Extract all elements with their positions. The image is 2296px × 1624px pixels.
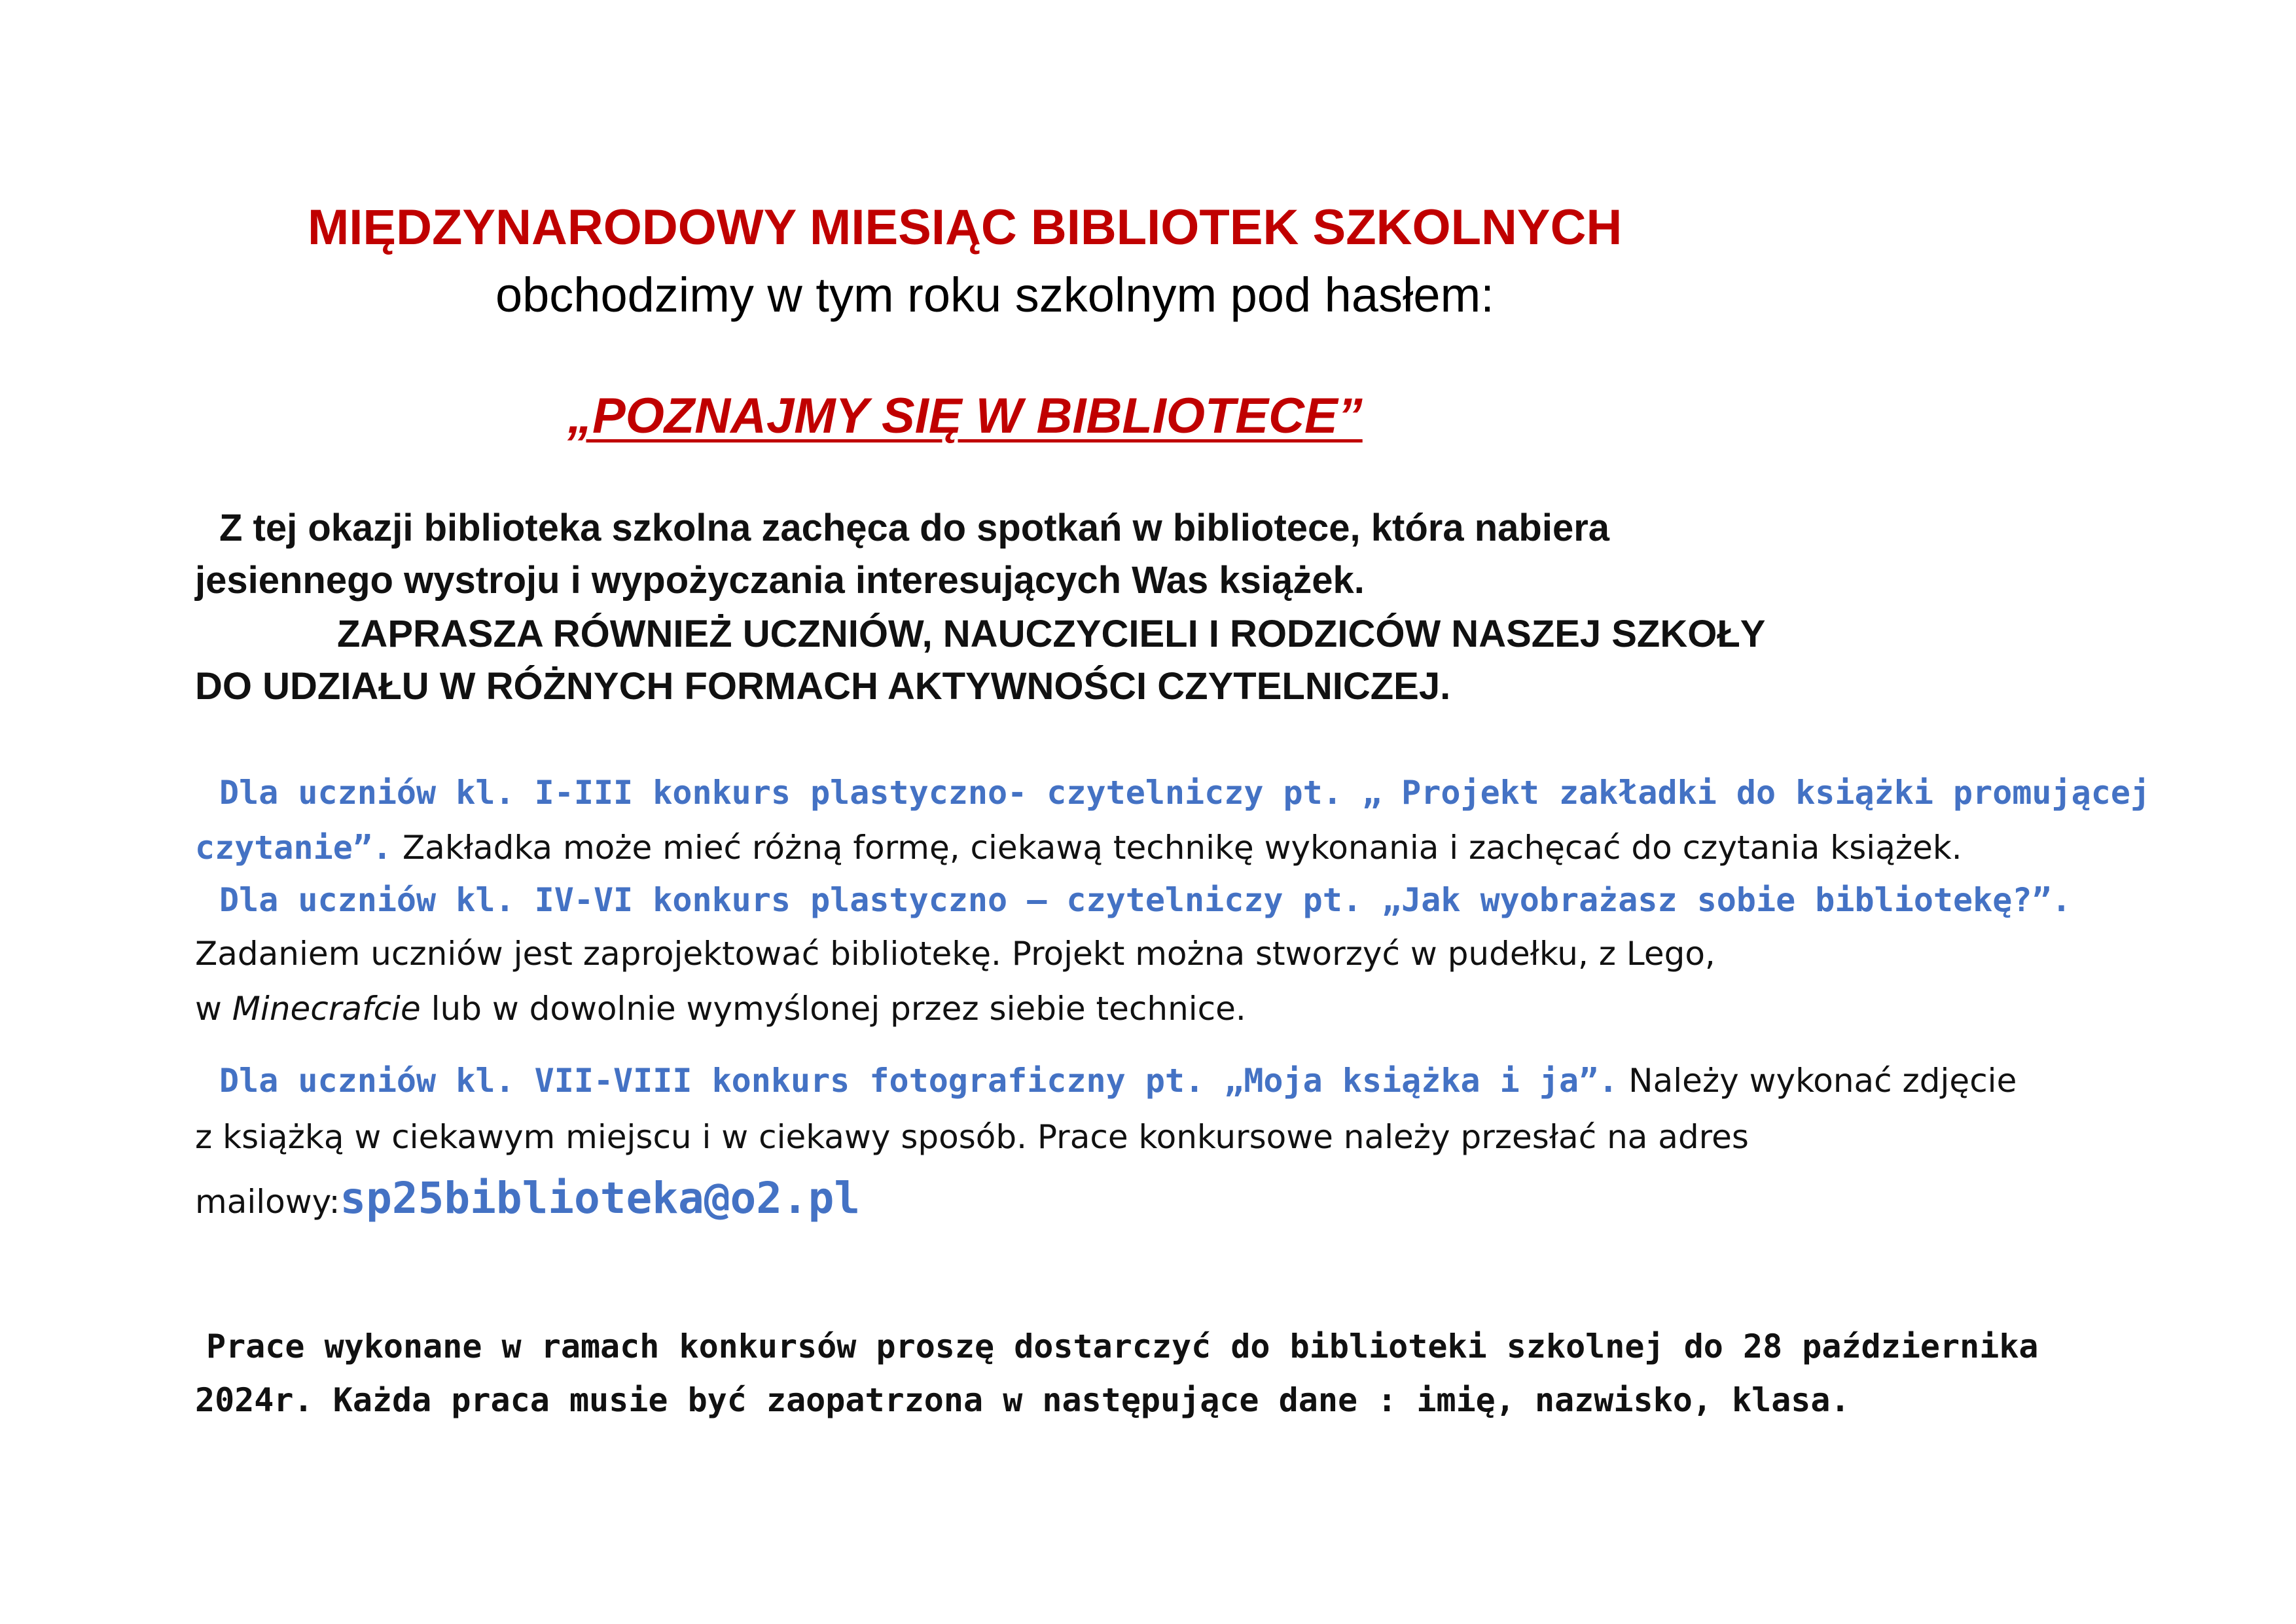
page-title: MIĘDZYNARODOWY MIESIĄC BIBLIOTEK SZKOLNYCH (308, 200, 1623, 255)
contest-1-title-end: czytanie”. (195, 829, 393, 867)
intro-line-4: DO UDZIAŁU W RÓŻNYCH FORMACH AKTYWNOŚCI CZYTELNICZEJ. (195, 665, 1451, 708)
mail-label: mailowy: (195, 1183, 340, 1221)
contest-3-mail-line (195, 1173, 860, 1223)
contest-2-line-2: Zadaniem uczniów jest zaprojektować bibliotekę. Projekt można stworzyć w pudełku, z Lego, (195, 935, 1715, 973)
contest-3-description: Należy wykonać zdjęcie (1618, 1062, 2017, 1100)
contest-2-line-3-end: lub w dowolnie wymyślonej przez siebie technice. (420, 990, 1246, 1028)
contest-1-line-2 (195, 829, 1962, 867)
contest-3-line-2: z książką w ciekawym miejscu i w ciekawy sposób. Prace konkursowe należy przesłać na adres (195, 1118, 1749, 1156)
closing-line-2: 2024r. Każda praca musie być zaopatrzona w następujące dane : imię, nazwisko, klasa. (195, 1381, 1850, 1419)
slogan: „POZNAJMY SIĘ W BIBLIOTECE” (567, 388, 1363, 444)
contest-2-line-3-start: w (195, 990, 232, 1028)
intro-line-2: jesiennego wystroju i wypożyczania interesujących Was książek. (195, 559, 1365, 602)
page-subtitle: obchodzimy w tym roku szkolnym pod hasłem: (495, 268, 1494, 322)
contest-2-italic-word: Minecrafcie (232, 990, 421, 1028)
intro-line-3: ZAPRASZA RÓWNIEŻ UCZNIÓW, NAUCZYCIELI I RODZICÓW NASZEJ SZKOŁY (337, 613, 1766, 655)
contest-2-heading: Dla uczniów kl. IV-VI konkurs plastyczno – czytelniczy pt. „Jak wyobrażasz sobie bibliotekę?”. (219, 881, 2072, 919)
intro-line-1: Z tej okazji biblioteka szkolna zachęca do spotkań w bibliotece, która nabiera (219, 507, 1610, 549)
closing-line-1: Prace wykonane w ramach konkursów proszę dostarczyć do biblioteki szkolnej do 28 października (206, 1327, 2039, 1365)
contest-2-line-3 (195, 990, 1246, 1028)
contest-1-heading: Dla uczniów kl. I-III konkurs plastyczno- czytelniczy pt. „ Projekt zakładki do książki promującej (219, 774, 2151, 812)
contest-3-line-1 (219, 1062, 2017, 1100)
contest-1-description: Zakładka może mieć różną formę, ciekawą technikę wykonania i zachęcać do czytania książek. (392, 829, 1962, 867)
contest-3-heading: Dla uczniów kl. VII-VIII konkurs fotograficzny pt. „Moja książka i ja”. (219, 1062, 1619, 1100)
email-link[interactable]: sp25biblioteka@o2.pl (340, 1173, 861, 1223)
